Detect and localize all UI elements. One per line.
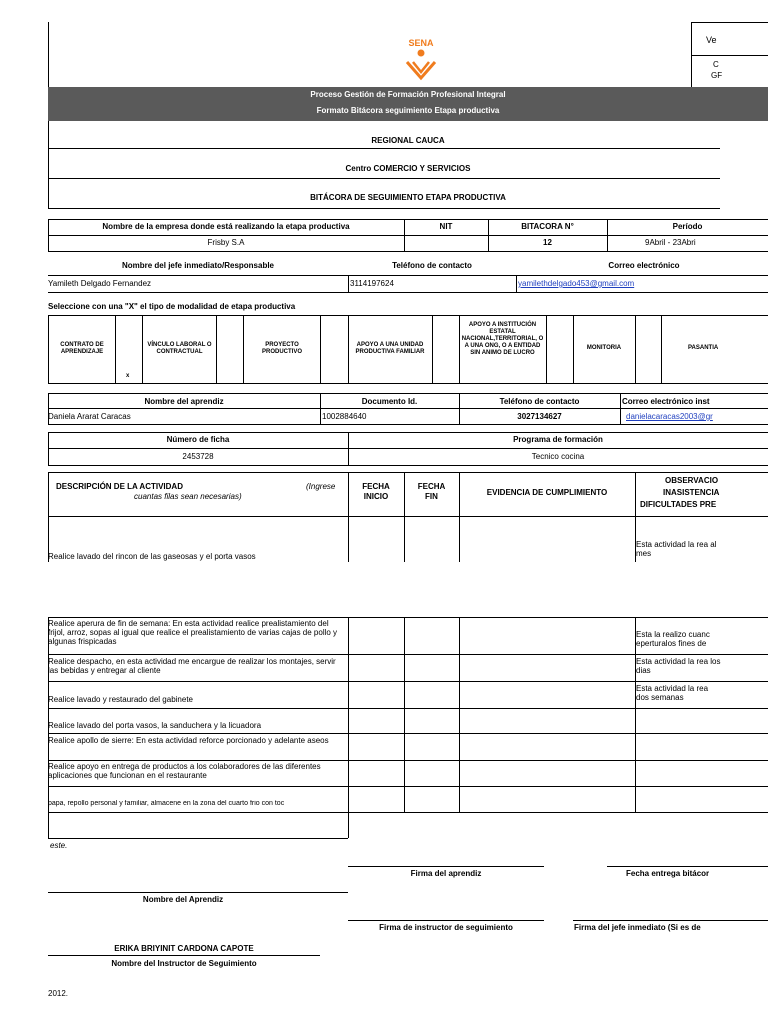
apprentice-name-label: Nombre del aprendiz [144, 397, 224, 406]
divider [404, 617, 405, 812]
activity-desc-6: Realice apollo de sierre: En esta actividad reforce porcionado y adelante aseos [48, 736, 329, 745]
apprentice-phone-label: Teléfono de contacto [499, 397, 580, 406]
obs-header-1: OBSERVACIO [665, 476, 719, 485]
divider [48, 681, 768, 682]
sena-logo-text: SENA [408, 38, 434, 48]
boss-signature-label: Firma del jefe inmediato (Si es de [574, 923, 701, 932]
boss-phone-label: Teléfono de contacto [392, 261, 472, 270]
apprentice-signature-label: Firma del aprendiz [410, 869, 482, 878]
nit-label: NIT [439, 222, 453, 231]
divider [216, 315, 217, 383]
ficha-value: 2453728 [182, 452, 214, 461]
divider [48, 424, 768, 425]
end-header-1: FECHA [417, 482, 446, 491]
sena-logo [404, 38, 438, 82]
divider [48, 760, 768, 761]
bitacora-number-value: 12 [543, 238, 552, 247]
boss-phone-value: 3114197624 [350, 279, 394, 288]
period-label: Período [672, 222, 703, 231]
obs-header-3: DIFICULTADES PRE [640, 500, 717, 509]
divider [573, 920, 768, 921]
period-value: 9Abril - 23Abri [645, 238, 696, 247]
activity-obs-1: Esta actividad la rea al mes [636, 540, 717, 559]
process-title: Proceso Gestión de Formación Profesional Integral [310, 90, 506, 99]
header-title-band [48, 87, 768, 121]
divider [348, 866, 544, 867]
instructor-name-label: Nombre del Instructor de Seguimiento [111, 959, 257, 968]
modality-contrato: CONTRATO DE APRENDIZAJE [60, 342, 104, 355]
ficha-label: Número de ficha [166, 435, 230, 444]
divider [48, 178, 720, 179]
divider [48, 251, 768, 252]
boss-email-label: Correo electrónico [608, 261, 680, 270]
activity-desc-8-clip [48, 800, 348, 812]
modality-monitoria: MONITORIA [586, 345, 622, 351]
divider [48, 708, 768, 709]
boss-name-label: Nombre del jefe inmediato/Responsable [121, 261, 275, 270]
divider [348, 920, 544, 921]
modality-vinculo: VÍNCULO LABORAL O CONTRACTUAL [147, 342, 212, 355]
desc-header-note2: cuantas filas sean necesarias) [134, 492, 242, 501]
instructor-name: ERIKA BRIYINIT CARDONA CAPOTE [114, 944, 254, 953]
company-label: Nombre de la empresa donde está realizando la etapa productiva [102, 222, 350, 231]
divider [48, 448, 768, 449]
divider [635, 315, 636, 383]
apprentice-name-value: Daniela Ararat Caracas [48, 412, 131, 421]
activity-obs-4: Esta actividad la rea dos semanas [636, 684, 709, 703]
activity-obs-2: Esta la realizo cuanc eperturalos fines de [636, 630, 710, 649]
divider [48, 393, 768, 394]
divider [48, 432, 768, 433]
company-value: Frisby S.A [207, 238, 245, 247]
divider [48, 472, 49, 562]
divider [48, 408, 768, 409]
apprentice-email-label: Correo electrónico inst [622, 397, 710, 406]
divider [48, 654, 768, 655]
divider [48, 235, 768, 236]
modality-proyecto: PROYECTO PRODUCTIVO [261, 342, 302, 355]
boss-name-value: Yamileth Delgado Fernandez [48, 279, 152, 288]
modality-institucion: APOYO A INSTITUCIÓN ESTATAL NACIONAL,TERRITORIAL, O A UNA ONG, O A ENTIDAD SIN ANIMO DE LUCRO [461, 322, 544, 356]
divider [48, 892, 348, 893]
divider [320, 315, 321, 383]
regional-text: REGIONAL CAUCA [371, 136, 445, 145]
activity-desc-7: Realice apoyo en entrega de productos a los colaboradores de las diferentes aplicaciones que funcionan en el restaurante [48, 762, 321, 781]
start-header-1: FECHA [362, 482, 390, 491]
divider [48, 208, 720, 209]
start-header-2: INICIO [363, 492, 389, 501]
modality-title: Seleccione con una "X" el tipo de modalidad de etapa productiva [48, 302, 296, 311]
divider [48, 148, 720, 149]
program-value: Tecnico cocina [531, 452, 585, 461]
divider [48, 292, 768, 293]
divider [607, 866, 768, 867]
instructor-signature-label: Firma de instructor de seguimiento [379, 923, 513, 932]
divider [48, 733, 768, 734]
divider [48, 786, 768, 787]
apprentice-doc-value: 1002884640 [322, 412, 367, 421]
note-text: este. [50, 841, 68, 850]
sena-logo-icon [404, 48, 438, 82]
header-box-top [691, 22, 768, 23]
divider [620, 393, 621, 424]
format-title: Formato Bitácora seguimiento Etapa productiva [316, 106, 500, 115]
divider [432, 315, 433, 383]
activity-obs-3: Esta actividad la rea los dias [636, 657, 721, 676]
divider [48, 516, 768, 517]
end-header-2: FIN [425, 492, 438, 501]
divider [48, 219, 768, 220]
divider [115, 315, 116, 383]
activity-desc-4: Realice lavado y restaurado del gabinete [48, 695, 193, 704]
divider [348, 275, 349, 292]
bitacora-title: BITÁCORA DE SEGUIMIENTO ETAPA PRODUCTIVA [310, 193, 506, 202]
apprentice-email-link[interactable]: danielacaracas2003@gr [626, 412, 713, 421]
code-label-1: C [713, 60, 719, 69]
modality-selected-mark[interactable]: x [126, 373, 130, 379]
divider [48, 812, 768, 813]
divider [48, 383, 768, 384]
divider [243, 315, 244, 383]
desc-header-note: (Ingrese [306, 482, 336, 491]
divider [48, 275, 768, 276]
activity-desc-5: Realice lavado del porta vasos, la sanduchera y la licuadora [48, 721, 262, 730]
apprentice-name-sign-label: Nombre del Aprendiz [142, 895, 224, 904]
desc-header: DESCRIPCIÓN DE LA ACTIVIDAD [56, 482, 183, 491]
divider [48, 955, 320, 956]
activity-desc-8: papa, repollo personal y familiar, almacene en la zona del cuarto frio con toc [48, 800, 285, 807]
divider [48, 472, 768, 473]
activity-desc-3: Realice despacho, en esta actividad me encargue de realizar los montajes, servir las bebidas y entregar al cliente [48, 657, 336, 676]
modality-unidad-familiar: APOYO A UNA UNIDAD PRODUCTIVA FAMILIAR [355, 342, 425, 355]
bitacora-number-label: BITACORA N° [521, 222, 574, 231]
delivery-date-label: Fecha entrega bitácor [626, 869, 710, 878]
program-label: Programa de formación [513, 435, 603, 444]
centro-text: Centro COMERCIO Y SERVICIOS [345, 164, 471, 173]
divider [459, 617, 460, 812]
divider [48, 465, 768, 466]
obs-header-2: INASISTENCIA [663, 488, 720, 497]
apprentice-doc-label: Documento Id. [361, 397, 418, 406]
divider [48, 315, 768, 316]
divider [661, 315, 662, 383]
divider [48, 315, 49, 383]
code-label-2: GF [711, 71, 723, 80]
divider [546, 315, 547, 383]
activity-desc-2: Realice aperura de fin de semana: En esta actividad realice prealistamiento del frijol, arroz, sopas al igual que realice el prealistamiento de varias cajas de pollo y algunas frispicadas [48, 619, 338, 647]
boss-email-link[interactable]: yamilethdelgado453@gmail.com [518, 279, 635, 288]
apprentice-phone-value: 3027134627 [517, 412, 562, 421]
footer-year: 2012. [48, 989, 69, 998]
divider [48, 617, 768, 618]
divider [48, 838, 348, 839]
activity-desc-1: Realice lavado del rincon de las gaseosas y el porta vasos [48, 552, 256, 561]
header-box-mid [691, 55, 768, 56]
modality-pasantia: PASANTIA [688, 345, 719, 351]
divider [516, 275, 517, 292]
version-label: Ve [706, 35, 717, 45]
evidence-header: EVIDENCIA DE CUMPLIMIENTO [486, 488, 608, 497]
divider [348, 617, 349, 838]
divider [459, 472, 460, 562]
